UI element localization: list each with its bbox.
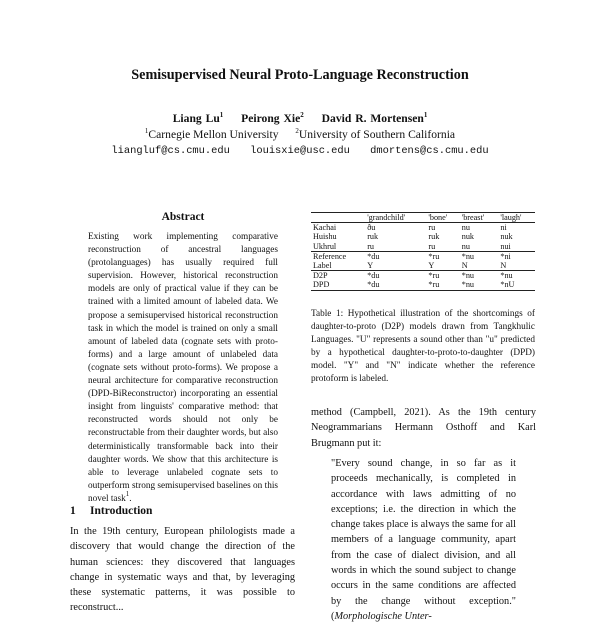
table-cell: N (461, 261, 468, 271)
table-row (311, 280, 535, 290)
author-affiliation-mark: 2 (300, 111, 304, 119)
table-cell: Y (367, 261, 374, 271)
table-cell: nu (461, 241, 470, 251)
affiliation-name: Carnegie Mellon University (148, 128, 279, 141)
table-cell: DPD (311, 280, 365, 290)
table-cell: nui (500, 241, 511, 251)
affiliation-list (0, 128, 600, 141)
table-header-row (311, 213, 535, 223)
author-name: Liang Lu (172, 112, 220, 125)
table-cell: *du (365, 271, 426, 281)
author-email: liangluf@cs.cmu.edu (111, 145, 230, 157)
author-affiliation-mark: 1 (423, 111, 428, 119)
abstract-text: Existing work implementing comparative reconstruction of ancestral languages (protolanguages) has usually required full supervision. However, historical reconstruction models are only of practical value if they can be trained with a limited amount of labeled data. We propose a semisupervised historical reconstruction task in which the model is trained on only a small amount of labeled data (cognate sets with proto-forms) and a large amount of unlabeled data (cognate sets without proto-forms). We propose a neural architecture for comparative reconstruction (DPD-BiReconstructor) incorporating an essential insight from linguists' comparative method: that reconstructed words should not only be reconstructable from their daughter words, but also deterministically transformable back into their daughter words. We show that this architecture is able to leverage unlabeled cognate sets to outperform strong semisupervised baselines on this novel task (88, 232, 278, 504)
paper-title: Semisupervised Neural Proto-Language Reconstruction (131, 67, 469, 83)
table-cell: Kachai (313, 223, 337, 233)
table-cell: nuk (461, 232, 474, 242)
table-cell: D2P (311, 271, 365, 281)
section-title: Introduction (90, 505, 153, 517)
abstract-body: Existing work implementing comparative reconstruction of ancestral languages (protolanguages) has usually required full supervision. However, historical reconstruction models are only of practical value if they can be trained with a limited amount of labeled data. We propose a semisupervised historical reconstruction task in which the model is trained on only a small amount of labeled data (cognate sets with proto-forms) and a large amount of unlabeled data (cognate sets without proto-forms). We propose a neural architecture for comparative reconstruction (DPD-BiReconstructor) incorporating an essential insight from linguists' comparative method: that reconstructed words should not only be reconstructable from their daughter words, but also deterministically transformable back into their daughter words. We show that this architecture is able to leverage unlabeled cognate sets to outperform strong semisupervised baselines on this novel task$^1$. (88, 232, 278, 504)
table-cell: *du (365, 280, 426, 290)
author-email: louisxie@usc.edu (250, 145, 350, 157)
table-cell: *nu (498, 271, 535, 281)
table-cell: ru (367, 241, 375, 251)
table-row (311, 242, 535, 252)
table-caption: Table 1: Hypothetical illustration of the shortcomings of daughter-to-proto (D2P) models drawn from Tangkhulic Languages. "U" represents a sound other than "u" predicted by a hypothetical daughter-to-proto-to-daughter (DPD) model. "Y" and "N" indicate whether the reference protoform is labeled. (311, 309, 535, 385)
affiliation-name: University of Southern California (298, 128, 456, 141)
table-cell: ruk (367, 232, 379, 242)
table-cell: Y (428, 261, 435, 271)
author-name: David R. Mortensen (321, 112, 424, 125)
table-cell: Ukhrul (313, 241, 337, 251)
table-cell: ru (428, 241, 436, 251)
table-header-cell: 'breast' (460, 213, 499, 223)
table-header-cell (311, 213, 365, 223)
table-row (311, 271, 535, 281)
table-cell: N (500, 261, 507, 271)
author-list (0, 112, 600, 125)
table-row (311, 251, 535, 261)
table-cell: *nU (498, 280, 535, 290)
table-cell: ruk (428, 232, 440, 242)
author-affiliation-mark: 1 (219, 111, 224, 119)
table-cell: nuk (500, 232, 513, 242)
footnote-mark: 1 (125, 489, 130, 498)
table-row (311, 232, 535, 241)
table-row (311, 223, 535, 233)
table-cell: *ni (498, 251, 535, 261)
section-heading (70, 505, 152, 517)
email-list (0, 145, 600, 157)
table-cell: *nu (460, 251, 499, 261)
section-number: 1 (70, 505, 76, 517)
body-paragraph: method (Campbell, 2021). As the 19th century Neogrammarians Hermann Osthoff and Karl Brugmann put it: (311, 407, 536, 449)
table-row (311, 261, 535, 271)
table-cell: Label (313, 261, 332, 271)
table-cell: *ru (426, 271, 459, 281)
example-table (311, 212, 535, 291)
quote-text: "Every sound change, in so far as it proceeds mechanically, is completed in accordance with laws admitting of no exceptions; i.e. the direction in which the change takes place is always the same for all members of a language community, apart from the case of dialect division, and all words in which the sound subject to change occurs in the same conditions are affected by the change without exception." ( (331, 458, 516, 622)
table-cell: *du (365, 251, 426, 261)
quote-source: Morphologische Unter- (334, 610, 432, 622)
author-email: dmortens@cs.cmu.edu (370, 145, 489, 157)
table-cell: Huishu (313, 232, 337, 242)
table-cell: Reference (311, 251, 365, 261)
table-cell: *nu (460, 280, 499, 290)
table-cell: ðu (367, 223, 376, 233)
table-header-cell: 'grandchild' (365, 213, 426, 223)
table-cell: *ru (426, 280, 459, 290)
table-cell: ni (500, 223, 507, 233)
affiliation-mark: 1 (144, 127, 149, 135)
intro-paragraph: In the 19th century, European philologists made a discovery that would change the direction of the human sciences: they discovered that languages change in systematic ways and that, by leveraging these systematic patterns, it was possible to reconstruct... (70, 526, 295, 614)
table-header-cell: 'laugh' (498, 213, 535, 223)
table-cell: *ru (426, 251, 459, 261)
table-cell: nu (461, 223, 470, 233)
table-cell: *nu (460, 271, 499, 281)
abstract-heading: Abstract (161, 211, 205, 223)
affiliation-mark: 2 (295, 127, 299, 135)
author-name: Peirong Xie (241, 112, 301, 125)
table-cell: ru (428, 223, 436, 233)
neogrammarian-quote (331, 456, 516, 624)
table-header-cell: 'bone' (426, 213, 459, 223)
